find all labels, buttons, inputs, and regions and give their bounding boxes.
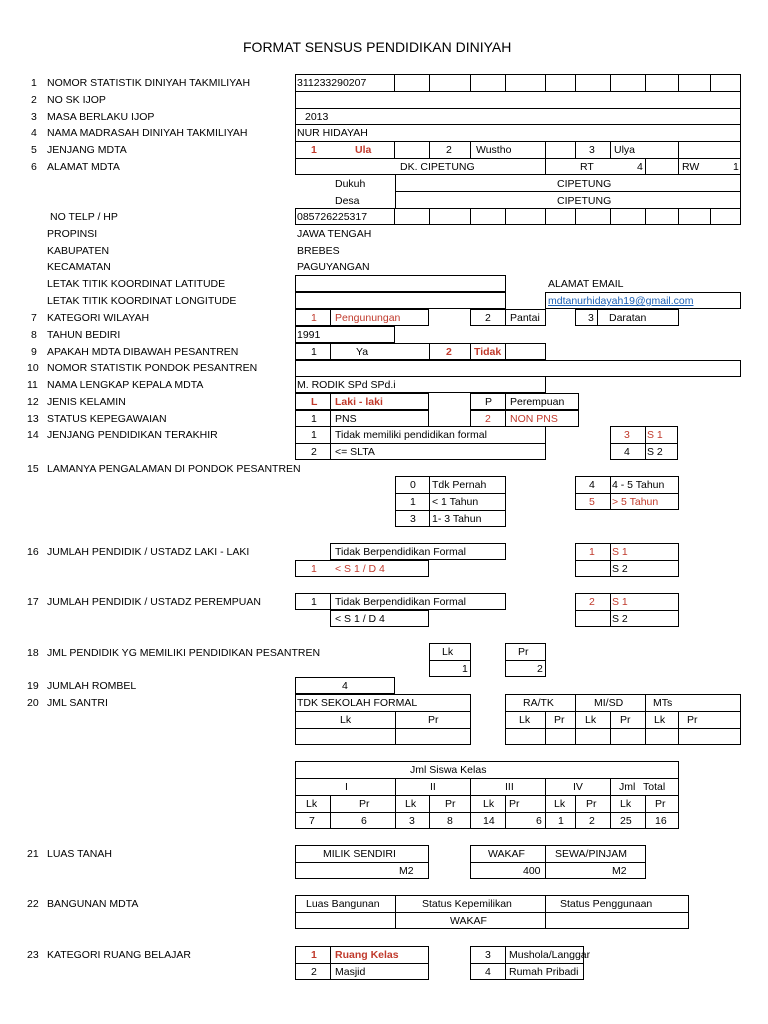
tdk-sekolah-formal-header: TDK SEKOLAH FORMAL bbox=[297, 697, 418, 709]
field-label: JML PENDIDIK YG MEMILIKI PENDIDIKAN PESANTREN bbox=[47, 647, 321, 659]
option-number: 4 bbox=[485, 966, 491, 978]
option-ya: Ya bbox=[356, 346, 369, 358]
alamat-jalan-value: DK. CIPETUNG bbox=[400, 161, 475, 173]
status-kepemilikan-header: Status Kepemilikan bbox=[422, 898, 512, 910]
option-number: 1 bbox=[410, 496, 416, 508]
pr-header: Pr bbox=[445, 798, 456, 810]
option-ulya: Ulya bbox=[614, 144, 636, 156]
option-number: 3 bbox=[589, 144, 595, 156]
kelas-value: 2 bbox=[589, 815, 595, 827]
pr-header: Pr bbox=[554, 714, 565, 726]
option-number: 1 bbox=[311, 563, 317, 575]
lk-header: Lk bbox=[585, 714, 597, 726]
desa-value: CIPETUNG bbox=[557, 195, 612, 207]
row-number: 4 bbox=[31, 127, 37, 139]
option-number: 1 bbox=[311, 144, 317, 156]
kelas-iii-header: III bbox=[505, 781, 514, 793]
option-ruang-kelas: Ruang Kelas bbox=[335, 949, 399, 961]
row-number: 20 bbox=[27, 697, 39, 709]
field-label: LETAK TITIK KOORDINAT LATITUDE bbox=[47, 278, 226, 290]
tidak-berpendidikan-formal: Tidak Berpendidikan Formal bbox=[335, 546, 466, 558]
lk-header: Lk bbox=[620, 798, 632, 810]
option-1-3-tahun: 1- 3 Tahun bbox=[432, 513, 482, 525]
option-number: 2 bbox=[485, 413, 491, 425]
field-label: JENJANG MDTA bbox=[47, 144, 127, 156]
pr-header: Pr bbox=[620, 714, 631, 726]
field-label: JUMLAH PENDIDIK / USTADZ LAKI - LAKI bbox=[47, 546, 250, 558]
kelas-value: 6 bbox=[536, 815, 542, 827]
option-number: 3 bbox=[485, 949, 491, 961]
field-label: JENJANG PENDIDIKAN TERAKHIR bbox=[47, 429, 218, 441]
mts-header: MTs bbox=[653, 697, 673, 709]
sewa-pinjam-header: SEWA/PINJAM bbox=[555, 848, 627, 860]
field-label: JML SANTRI bbox=[47, 697, 108, 709]
option-non-pns: NON PNS bbox=[510, 413, 558, 425]
nama-madrasah-value: NUR HIDAYAH bbox=[297, 127, 368, 139]
option-number: 3 bbox=[624, 429, 630, 441]
option-s1: S 1 bbox=[612, 546, 628, 558]
row-number: 13 bbox=[27, 413, 39, 425]
option-number: 4 bbox=[589, 479, 595, 491]
option-number: L bbox=[311, 396, 318, 408]
pr-value: 2 bbox=[537, 663, 543, 675]
row-number: 10 bbox=[27, 362, 39, 374]
option-kurang-s1-d4: < S 1 / D 4 bbox=[335, 613, 385, 625]
row-number: 21 bbox=[27, 848, 39, 860]
row-number: 22 bbox=[27, 898, 39, 910]
option-number: 2 bbox=[485, 312, 491, 324]
row-number: 8 bbox=[31, 329, 37, 341]
option-s2: S 2 bbox=[612, 563, 628, 575]
propinsi-value: JAWA TENGAH bbox=[297, 228, 372, 240]
email-label: ALAMAT EMAIL bbox=[548, 278, 624, 290]
pr-header: Pr bbox=[687, 714, 698, 726]
option-number: 2 bbox=[311, 446, 317, 458]
field-label: ALAMAT MDTA bbox=[47, 161, 120, 173]
field-label: NAMA MADRASAH DINIYAH TAKMILIYAH bbox=[47, 127, 248, 139]
rw-label: RW bbox=[682, 161, 700, 173]
option-number: 2 bbox=[446, 144, 452, 156]
option-s2: S 2 bbox=[647, 446, 663, 458]
option-laki-laki: Laki - laki bbox=[335, 396, 383, 408]
jml-siswa-kelas-header: Jml Siswa Kelas bbox=[410, 764, 487, 776]
m2-unit: M2 bbox=[399, 865, 414, 877]
field-label: LAMANYA PENGALAMAN DI PONDOK PESANTREN bbox=[47, 463, 301, 475]
field-label: APAKAH MDTA DIBAWAH PESANTREN bbox=[47, 346, 239, 358]
pr-header: Pr bbox=[655, 798, 666, 810]
lk-header: Lk bbox=[340, 714, 352, 726]
option-pns: PNS bbox=[335, 413, 357, 425]
lk-value: 1 bbox=[462, 663, 468, 675]
option-s1: S 1 bbox=[647, 429, 663, 441]
field-label: KATEGORI RUANG BELAJAR bbox=[47, 949, 191, 961]
pr-header: Pr bbox=[509, 798, 520, 810]
option-lebih-5-tahun: > 5 Tahun bbox=[612, 496, 659, 508]
option-number: 1 bbox=[311, 596, 317, 608]
option-number: P bbox=[485, 396, 493, 408]
field-label: PROPINSI bbox=[47, 228, 98, 240]
pr-header: Pr bbox=[518, 646, 529, 658]
row-number: 15 bbox=[27, 463, 39, 475]
rt-label: RT bbox=[580, 161, 594, 173]
desa-label: Desa bbox=[335, 195, 360, 207]
row-number: 5 bbox=[31, 144, 37, 156]
m2-unit: M2 bbox=[612, 865, 627, 877]
total-header: Total bbox=[643, 781, 666, 793]
masa-berlaku-value: 2013 bbox=[305, 111, 329, 123]
tidak-berpendidikan-formal: Tidak Berpendidikan Formal bbox=[335, 596, 466, 608]
tahun-berdiri-value: 1991 bbox=[297, 329, 321, 341]
option-s2: S 2 bbox=[612, 613, 628, 625]
jml-header: Jml bbox=[619, 781, 636, 793]
option-number: 1 bbox=[311, 413, 317, 425]
status-kepemilikan-value: WAKAF bbox=[450, 915, 487, 927]
option-mushola-langgar: Mushola/Langgar bbox=[509, 949, 591, 961]
option-4-5-tahun: 4 - 5 Tahun bbox=[612, 479, 665, 491]
kelas-value: 3 bbox=[409, 815, 415, 827]
option-number: 0 bbox=[410, 479, 416, 491]
option-s1: S 1 bbox=[612, 596, 628, 608]
ratk-header: RA/TK bbox=[523, 697, 554, 709]
row-number: 9 bbox=[31, 346, 37, 358]
kelas-value: 1 bbox=[558, 815, 564, 827]
dukuh-value: CIPETUNG bbox=[557, 178, 612, 190]
field-label: JUMLAH PENDIDIK / USTADZ PEREMPUAN bbox=[47, 596, 261, 608]
kelas-value: 6 bbox=[361, 815, 367, 827]
option-pengunungan: Pengunungan bbox=[335, 312, 401, 324]
wakaf-header: WAKAF bbox=[488, 848, 525, 860]
row-number: 23 bbox=[27, 949, 39, 961]
rw-value: 1 bbox=[733, 161, 739, 173]
row-number: 19 bbox=[27, 680, 39, 692]
rt-value: 4 bbox=[637, 161, 643, 173]
lk-header: Lk bbox=[519, 714, 531, 726]
option-number: 5 bbox=[589, 496, 595, 508]
lk-header: Lk bbox=[442, 646, 454, 658]
row-number: 11 bbox=[27, 379, 38, 391]
rombel-value: 4 bbox=[342, 680, 348, 692]
option-tidak: Tidak bbox=[474, 346, 502, 358]
field-label: NOMOR STATISTIK PONDOK PESANTREN bbox=[47, 362, 258, 374]
milik-sendiri-header: MILIK SENDIRI bbox=[323, 848, 396, 860]
luas-bangunan-header: Luas Bangunan bbox=[306, 898, 380, 910]
field-label: KABUPATEN bbox=[47, 245, 110, 257]
row-number: 17 bbox=[27, 596, 39, 608]
option-number: 3 bbox=[588, 312, 594, 324]
kelas-value: 25 bbox=[620, 815, 632, 827]
lk-header: Lk bbox=[654, 714, 666, 726]
kelas-i-header: I bbox=[345, 781, 348, 793]
row-number: 16 bbox=[27, 546, 39, 558]
field-label: NO TELP / HP bbox=[50, 211, 118, 223]
option-number: 1 bbox=[311, 949, 317, 961]
row-number: 6 bbox=[31, 161, 37, 173]
row-number: 7 bbox=[31, 312, 37, 324]
option-ula: Ula bbox=[355, 144, 372, 156]
option-daratan: Daratan bbox=[609, 312, 647, 324]
option-slta: <= SLTA bbox=[335, 446, 375, 458]
option-number: 2 bbox=[589, 596, 595, 608]
row-number: 12 bbox=[27, 396, 39, 408]
option-tidak-formal: Tidak memiliki pendidikan formal bbox=[335, 429, 487, 441]
option-pantai: Pantai bbox=[510, 312, 540, 324]
field-label: NO SK IJOP bbox=[47, 94, 106, 106]
kelas-value: 16 bbox=[655, 815, 667, 827]
field-label: LETAK TITIK KOORDINAT LONGITUDE bbox=[47, 295, 237, 307]
option-number: 1 bbox=[311, 429, 317, 441]
field-label: STATUS KEPEGAWAIAN bbox=[47, 413, 167, 425]
kelas-iv-header: IV bbox=[573, 781, 583, 793]
option-rumah-pribadi: Rumah Pribadi bbox=[509, 966, 579, 978]
lk-header: Lk bbox=[483, 798, 495, 810]
row-number: 3 bbox=[31, 111, 37, 123]
option-number: 1 bbox=[311, 312, 317, 324]
row-number: 14 bbox=[27, 429, 39, 441]
kepala-mdta-value: M. RODIK SPd SPd.i bbox=[297, 379, 396, 391]
field-label: BANGUNAN MDTA bbox=[47, 898, 139, 910]
pr-header: Pr bbox=[428, 714, 439, 726]
row-number: 2 bbox=[31, 94, 37, 106]
field-label: JUMLAH ROMBEL bbox=[47, 680, 137, 692]
kelas-value: 7 bbox=[309, 815, 315, 827]
field-label: MASA BERLAKU IJOP bbox=[47, 111, 155, 123]
email-link[interactable]: mdtanurhidayah19@gmail.com bbox=[548, 295, 694, 307]
telp-value: 085726225317 bbox=[297, 211, 368, 223]
dukuh-label: Dukuh bbox=[335, 178, 366, 190]
wakaf-value: 400 bbox=[523, 865, 541, 877]
option-tdk-pernah: Tdk Pernah bbox=[432, 479, 487, 491]
page-title: FORMAT SENSUS PENDIDIKAN DINIYAH bbox=[243, 39, 512, 55]
option-number: 3 bbox=[410, 513, 416, 525]
option-number: 1 bbox=[311, 346, 317, 358]
field-label: NOMOR STATISTIK DINIYAH TAKMILIYAH bbox=[47, 77, 251, 89]
option-number: 4 bbox=[624, 446, 630, 458]
nomor-statistik-value: 311233290207 bbox=[297, 77, 367, 89]
option-number: 1 bbox=[589, 546, 595, 558]
kecamatan-value: PAGUYANGAN bbox=[297, 261, 370, 273]
row-number: 1 bbox=[31, 77, 37, 89]
lk-header: Lk bbox=[306, 798, 318, 810]
misd-header: MI/SD bbox=[594, 697, 624, 709]
option-wustho: Wustho bbox=[476, 144, 512, 156]
option-number: 2 bbox=[311, 966, 317, 978]
field-label: TAHUN BEDIRI bbox=[47, 329, 121, 341]
field-label: KATEGORI WILAYAH bbox=[47, 312, 150, 324]
option-number: 2 bbox=[446, 346, 452, 358]
field-label: KECAMATAN bbox=[47, 261, 111, 273]
option-perempuan: Perempuan bbox=[510, 396, 565, 408]
option-kurang-s1-d4: < S 1 / D 4 bbox=[335, 563, 385, 575]
kabupaten-value: BREBES bbox=[297, 245, 340, 257]
kelas-ii-header: II bbox=[430, 781, 436, 793]
status-penggunaan-header: Status Penggunaan bbox=[560, 898, 653, 910]
kelas-value: 14 bbox=[483, 815, 495, 827]
lk-header: Lk bbox=[554, 798, 566, 810]
field-label: NAMA LENGKAP KEPALA MDTA bbox=[47, 379, 204, 391]
row-number: 18 bbox=[27, 647, 39, 659]
field-label: JENIS KELAMIN bbox=[47, 396, 126, 408]
lk-header: Lk bbox=[405, 798, 417, 810]
field-label: LUAS TANAH bbox=[47, 848, 112, 860]
pr-header: Pr bbox=[359, 798, 370, 810]
pr-header: Pr bbox=[586, 798, 597, 810]
option-masjid: Masjid bbox=[335, 966, 366, 978]
option-kurang-1-tahun: < 1 Tahun bbox=[432, 496, 479, 508]
kelas-value: 8 bbox=[447, 815, 453, 827]
